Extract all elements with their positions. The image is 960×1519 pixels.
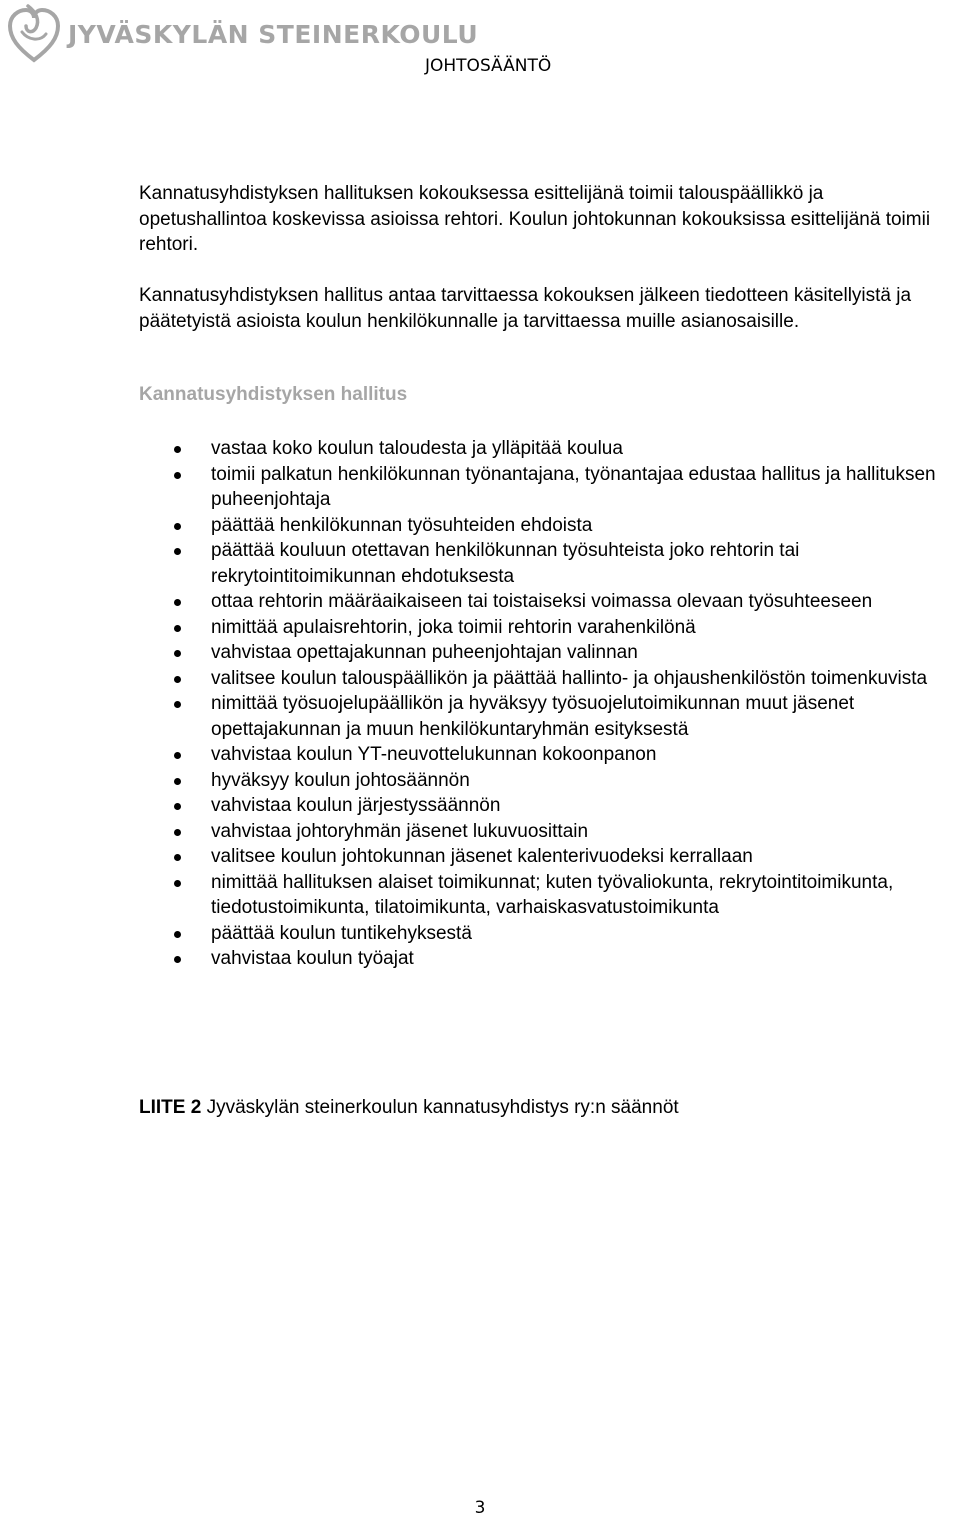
bullet-icon <box>174 956 181 963</box>
list-item: vahvistaa koulun järjestyssäännön <box>0 793 960 819</box>
appendix-line <box>139 1095 679 1120</box>
bullet-icon <box>174 625 181 632</box>
bullet-icon <box>174 548 181 555</box>
bullet-icon <box>174 803 181 810</box>
bullet-icon <box>174 752 181 759</box>
list-item: päättää koulun tuntikehyksestä <box>0 921 960 947</box>
paragraph-announcements: Kannatusyhdistyksen hallitus antaa tarvittaessa kokouksen jälkeen tiedotteen käsitellyistä ja päätetyistä asioista koulun henkilökunnalle ja tarvittaessa muille asianosaisille. <box>139 285 912 332</box>
heart-swirl-icon <box>6 2 62 64</box>
paragraph-presenters: Kannatusyhdistyksen hallituksen kokouksessa esittelijänä toimii talouspäällikkö ja opetushallintoa koskevissa asioissa rehtori. Koulun johtokunnan kokouksissa esittelijänä toimii rehtori. <box>139 183 931 255</box>
bullet-icon <box>174 523 181 530</box>
list-item: toimii palkatun henkilökunnan työnantajana, työnantajaa edustaa hallitus ja hallituksen puheenjohtaja <box>0 462 960 513</box>
list-item: valitsee koulun johtokunnan jäsenet kalenterivuodeksi kerrallaan <box>0 844 960 870</box>
list-item: hyväksyy koulun johtosäännön <box>0 768 960 794</box>
bullet-icon <box>174 778 181 785</box>
list-item: vastaa koko koulun taloudesta ja ylläpitää koulua <box>0 436 960 462</box>
bullet-icon <box>174 650 181 657</box>
appendix-label: LIITE 2 <box>139 1097 202 1118</box>
list-item: vahvistaa koulun työajat <box>0 946 960 972</box>
duties-list <box>0 436 960 972</box>
school-logo <box>6 2 479 64</box>
school-name-logo-text: JYVÄSKYLÄN STEINERKOULU <box>68 20 479 49</box>
list-item: vahvistaa opettajakunnan puheenjohtajan valinnan <box>0 640 960 666</box>
bullet-icon <box>174 854 181 861</box>
bullet-icon <box>174 599 181 606</box>
section-heading: Kannatusyhdistyksen hallitus <box>139 384 408 405</box>
bullet-icon <box>174 701 181 708</box>
bullet-icon <box>174 676 181 683</box>
list-item: valitsee koulun talouspäällikön ja päättää hallinto- ja ohjaushenkilöstön toimenkuvista <box>0 666 960 692</box>
list-item: päättää kouluun otettavan henkilökunnan työsuhteista joko rehtorin tai rekrytointitoimikunnan ehdotuksesta <box>0 538 960 589</box>
bullet-icon <box>174 446 181 453</box>
appendix-text: Jyväskylän steinerkoulun kannatusyhdistys ry:n säännöt <box>201 1097 679 1118</box>
bullet-icon <box>174 472 181 479</box>
list-item: päättää henkilökunnan työsuhteiden ehdoista <box>0 513 960 539</box>
list-item: vahvistaa johtoryhmän jäsenet lukuvuosittain <box>0 819 960 845</box>
bullet-icon <box>174 829 181 836</box>
list-item: nimittää työsuojelupäällikön ja hyväksyy työsuojelutoimikunnan muut jäsenet opettajakunnan ja muun henkilökuntaryhmän esityksestä <box>0 691 960 742</box>
bullet-icon <box>174 931 181 938</box>
list-item: vahvistaa koulun YT-neuvottelukunnan kokoonpanon <box>0 742 960 768</box>
list-item: nimittää apulaisrehtorin, joka toimii rehtorin varahenkilönä <box>0 615 960 641</box>
document-title: JOHTOSÄÄNTÖ <box>425 56 552 76</box>
list-item: nimittää hallituksen alaiset toimikunnat; kuten työvaliokunta, rekrytointitoimikunta, tiedotustoimikunta, tilatoimikunta, varhaiskasvatustoimikunta <box>0 870 960 921</box>
page-number: 3 <box>474 1498 486 1518</box>
bullet-icon <box>174 880 181 887</box>
list-item: ottaa rehtorin määräaikaiseen tai toistaiseksi voimassa olevaan työsuhteeseen <box>0 589 960 615</box>
